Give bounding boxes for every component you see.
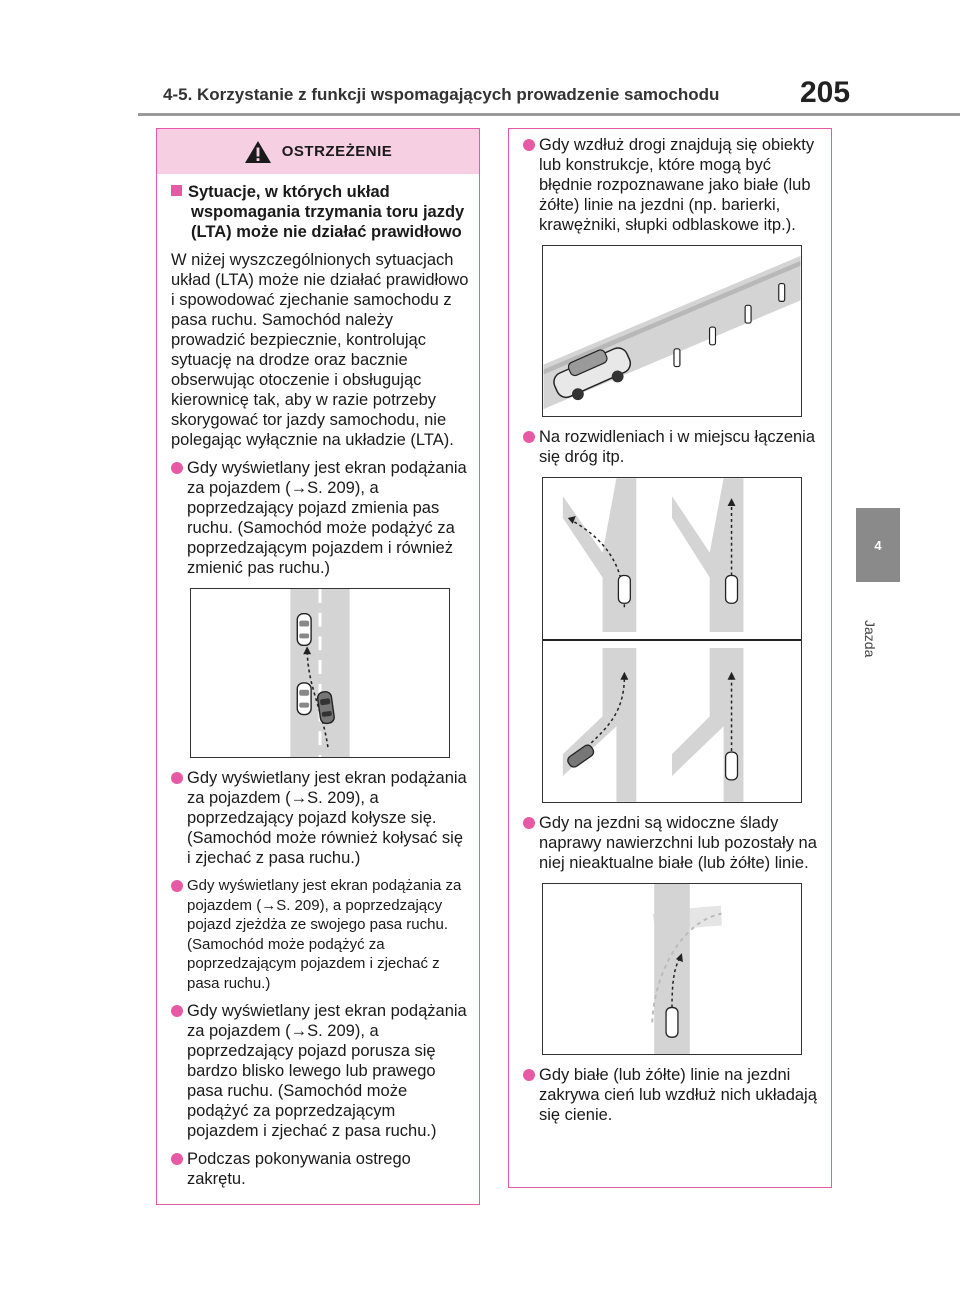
page-number: 205 [800,76,851,109]
bullet-dot-icon [171,880,183,892]
bullet-dot-icon [171,462,183,474]
list-item-text: Gdy wyświetlany jest ekran podążania za pojazdem (→S. 209), a poprzedzający pojazd zjeżdża ze swojego pasa ruchu. (Samochód może podążyć za poprzedzającym pojazdem i zjechać z pasa ruchu.) [187,877,462,992]
square-bullet-icon [171,185,182,196]
bullet-dot-icon [523,1069,535,1081]
list-item-text: Gdy wyświetlany jest ekran podążania za pojazdem (→S. 209), a poprzedzający pojazd kołysze się. (Samochód może również kołysać się i zjechać z pasa ruchu.) [187,769,467,867]
bullet-dot-icon [523,817,535,829]
bullet-dot-icon [171,1153,183,1165]
list-item [523,1065,821,1125]
list-item-text: Gdy białe (lub żółte) linie na jezdni zakrywa cień lub wzdłuż nich układają się cienie. [539,1066,817,1124]
list-item-text: Gdy wyświetlany jest ekran podążania za pojazdem (→S. 209), a poprzedzający pojazd zmienia pas ruchu. (Samochód może podążyć za poprzedzającym pojazdem i również zmienić pas ruchu.) [187,459,467,577]
list-item [171,768,469,868]
warning-triangle-icon [244,140,272,164]
header-divider [138,113,960,116]
chapter-number: 4 [874,537,882,553]
list-item [171,1001,469,1141]
warning-box-left [156,128,480,1205]
list-item-text: Gdy na jezdni są widoczne ślady naprawy nawierzchni lub pozostały na niej nieaktualne białe (lub żółte) linie. [539,814,817,872]
section-title [171,182,469,242]
car-icon [297,683,311,715]
chapter-label: Jazda [862,620,878,658]
figure-roadside-posts [542,245,802,417]
section-title-text: Sytuacje, w których układ wspomagania trzymania toru jazdy (LTA) może nie działać prawidłowo [188,183,465,241]
list-item [523,427,821,467]
car-icon [297,614,311,646]
list-item [171,458,469,578]
list-item [523,813,821,873]
list-item [171,876,469,993]
bullet-dot-icon [171,772,183,784]
warning-heading: OSTRZEŻENIE [281,143,393,160]
figure-lane-change [190,588,450,758]
list-item [171,1149,469,1189]
list-item-text: Gdy wzdłuż drogi znajdują się obiekty lub konstrukcje, które mogą być błędnie rozpoznawane jako białe (lub żółte) linie na jezdni (np. barierki, krawężniki, słupki odblaskowe itp.). [539,136,815,234]
bullet-dot-icon [523,431,535,443]
list-item [523,135,821,235]
figure-road-forks [542,477,802,803]
bullet-dot-icon [171,1005,183,1017]
running-header: 4-5. Korzystanie z funkcji wspomagających prowadzenie samochodu [163,85,720,104]
warning-body-left [157,174,479,1189]
chapter-tab[interactable] [856,508,900,582]
list-item-text: Podczas pokonywania ostrego zakrętu. [187,1150,411,1188]
list-item-text: Na rozwidleniach i w miejscu łączenia się dróg itp. [539,428,816,466]
warning-body-right [509,129,831,1125]
warning-header [157,129,479,174]
bullet-dot-icon [523,139,535,151]
figure-old-lane-marks [542,883,802,1055]
warning-box-right [508,128,832,1188]
list-item-text: Gdy wyświetlany jest ekran podążania za pojazdem (→S. 209), a poprzedzający pojazd porusza się bardzo blisko lewego lub prawego pasa ruchu. (Samochód może podążyć za poprzedzającym pojazdem i zjechać z pasa ruchu.) [187,1002,467,1140]
intro-paragraph: W niżej wyszczególnionych sytuacjach układ (LTA) może nie działać prawidłowo i spowodować zjechanie samochodu z pasa ruchu. Samochód należy prowadzić bezpiecznie, kontrolując sytuację na drodze oraz bacznie obserwując otoczenie i obsługując kierownicę tak, aby w razie potrzeby skorygować tor jazdy samochodu, nie polegając wyłącznie na układzie (LTA). [171,251,469,449]
